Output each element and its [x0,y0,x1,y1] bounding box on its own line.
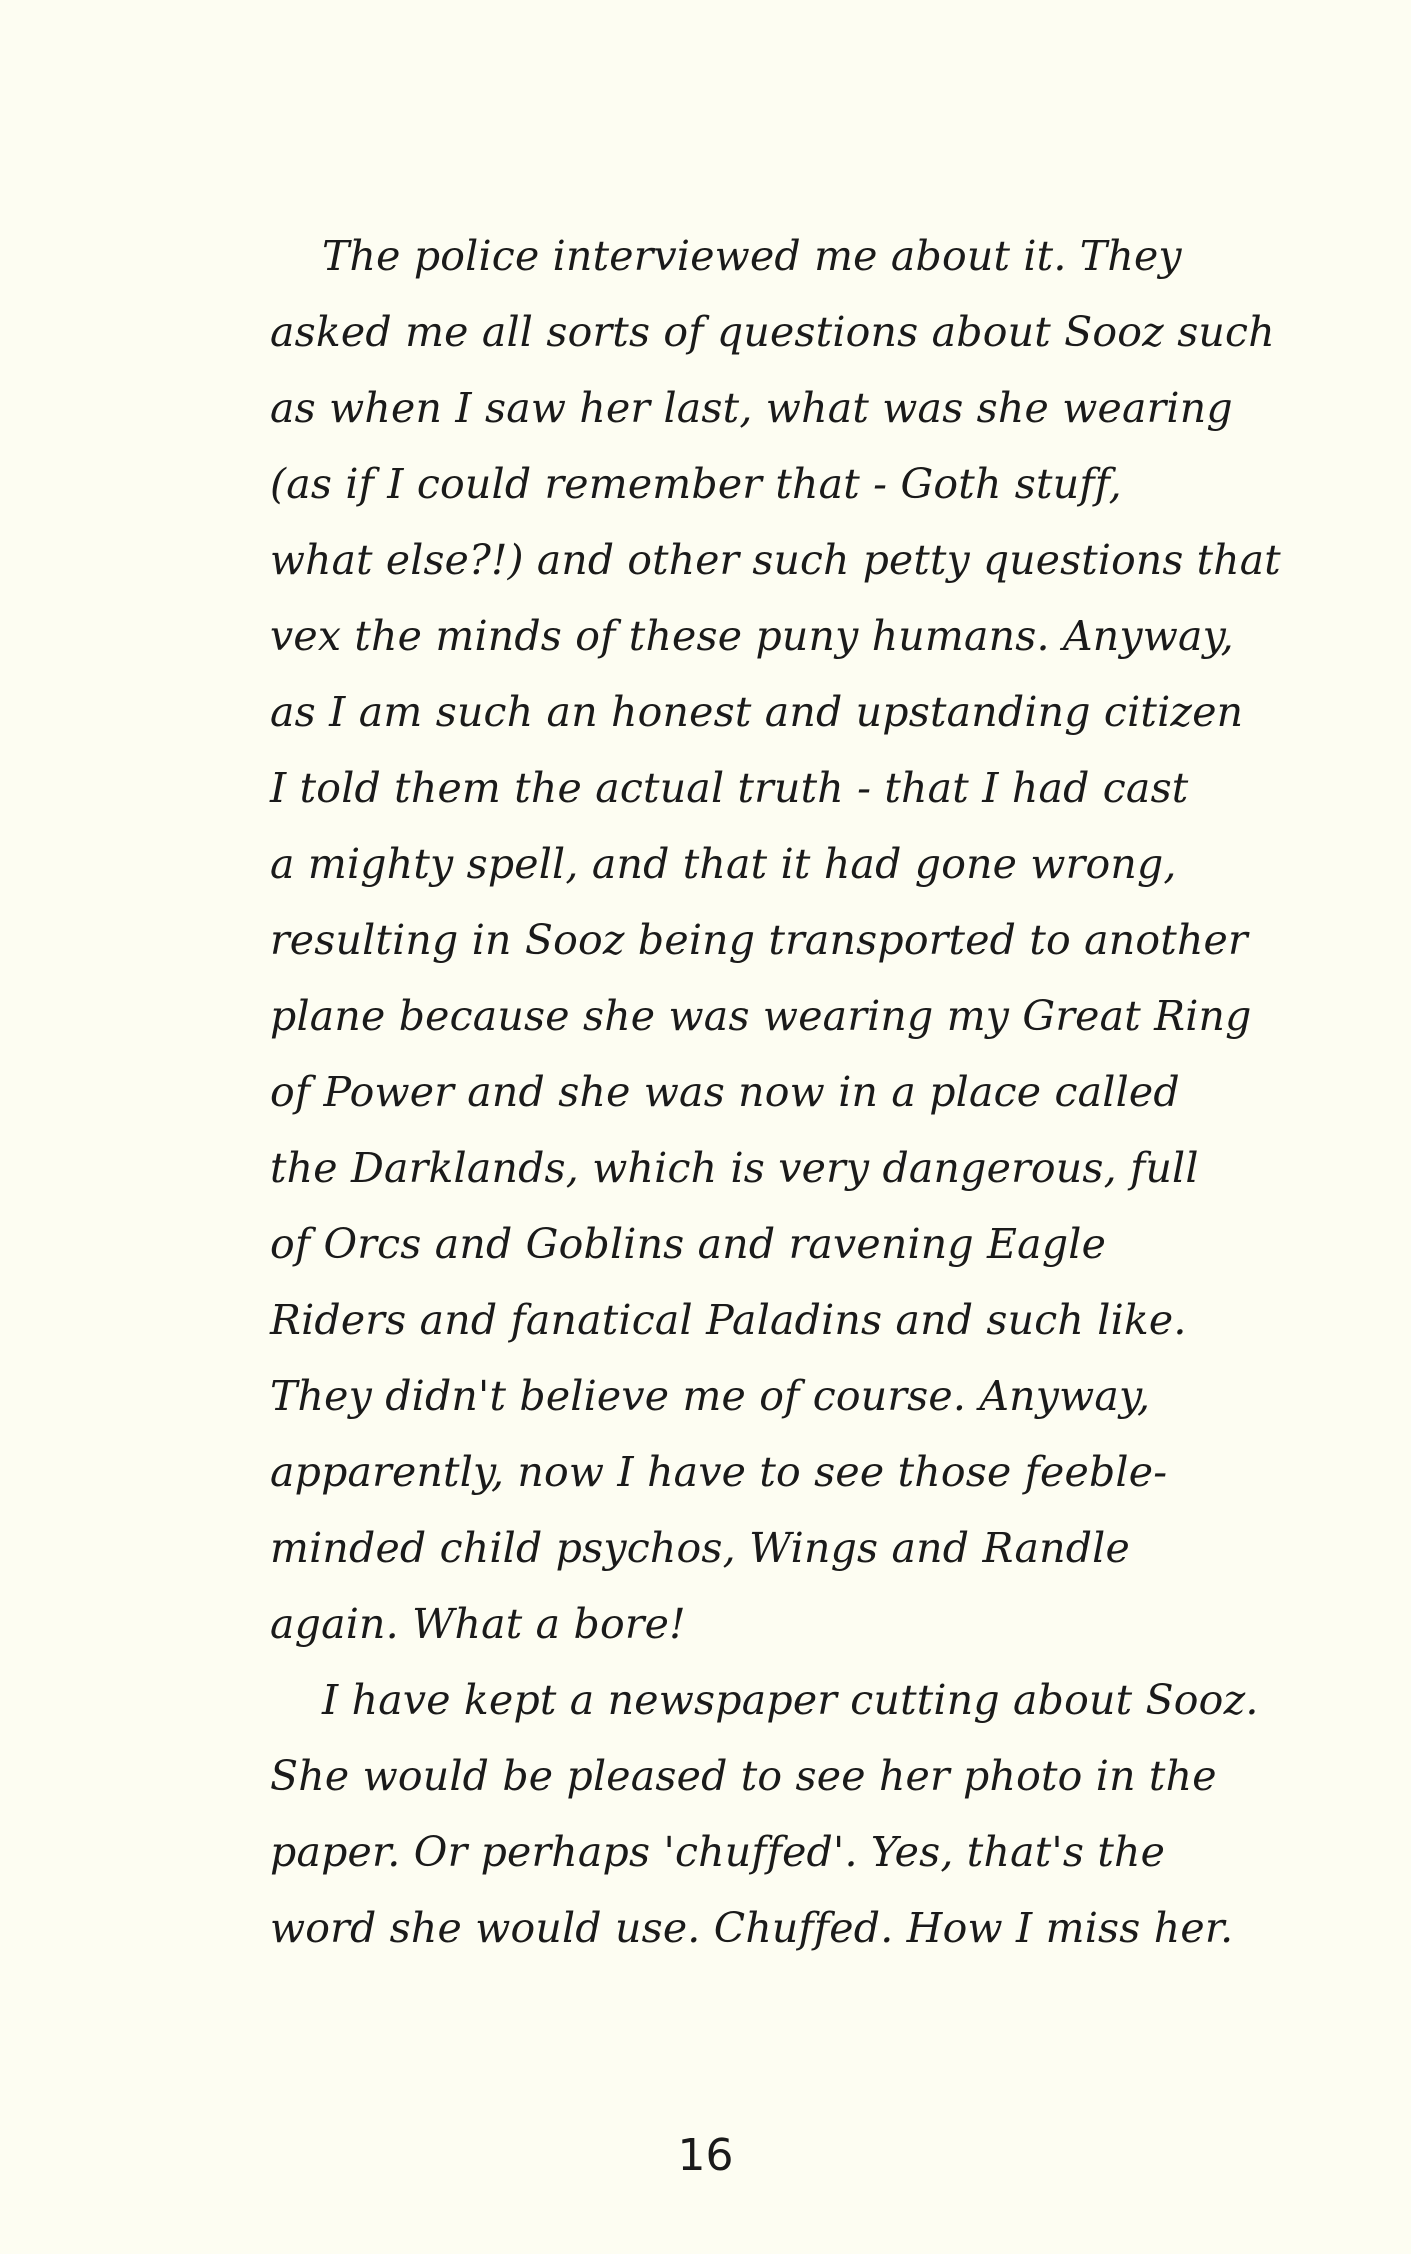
text-line: The police interviewed me about it. They [322,232,1182,280]
text-line: of Orcs and Goblins and ravening Eagle [270,1220,1107,1268]
text-line: the Darklands, which is very dangerous, full [270,1144,1199,1192]
text-line: as I am such an honest and upstanding citizen [270,688,1244,736]
text-line: I told them the actual truth - that I had cast [270,764,1189,812]
text-line: Riders and fanatical Paladins and such like. [270,1296,1187,1344]
text-line: apparently, now I have to see those feeble- [270,1448,1168,1496]
text-line: paper. Or perhaps 'chuffed'. Yes, that's the [270,1828,1166,1876]
text-line: word she would use. Chuffed. How I miss her. [270,1904,1234,1952]
text-line: plane because she was wearing my Great Ring [270,992,1252,1040]
text-line: a mighty spell, and that it had gone wrong, [270,840,1177,888]
text-line: They didn't believe me of course. Anyway, [270,1372,1151,1420]
text-line: vex the minds of these puny humans. Anyway, [270,612,1234,660]
text-line: asked me all sorts of questions about Sooz such [270,308,1275,356]
text-line: as when I saw her last, what was she wearing [270,384,1233,432]
text-line: resulting in Sooz being transported to another [270,916,1248,964]
text-line: She would be pleased to see her photo in the [270,1752,1217,1800]
text-line: again. What a bore! [270,1600,686,1648]
text-line: of Power and she was now in a place called [270,1068,1180,1116]
text-line: (as if I could remember that - Goth stuff, [270,460,1122,508]
page-number: 16 [677,2130,734,2181]
text-line: minded child psychos, Wings and Randle [270,1524,1130,1572]
text-line: I have kept a newspaper cutting about Sooz. [322,1676,1259,1724]
text-line: what else?!) and other such petty questions that [270,536,1281,584]
